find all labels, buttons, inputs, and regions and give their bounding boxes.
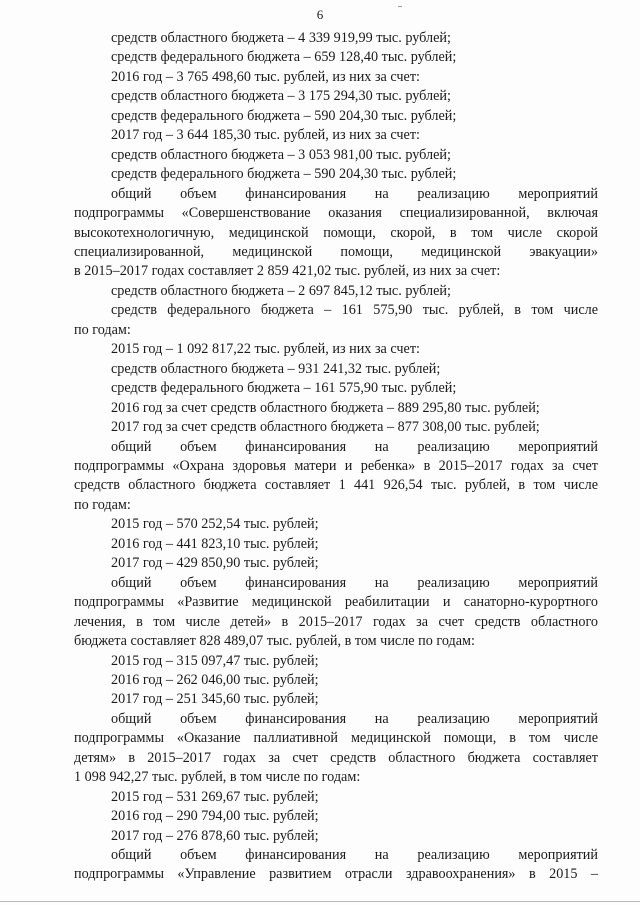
- text-line: по годам:: [74, 496, 131, 513]
- paragraph: [74, 340, 598, 359]
- text-line: 2017 год – 276 878,60 тыс. рублей;: [111, 827, 319, 844]
- paragraph: [74, 68, 598, 87]
- text-line: средств федерального бюджета – 590 204,30 тыс. рублей;: [111, 166, 457, 183]
- text-line: средств федерального бюджета – 659 128,40 тыс. рублей;: [111, 49, 457, 66]
- paragraph: [74, 282, 598, 301]
- paragraph: [74, 87, 598, 106]
- paragraph: [74, 360, 598, 379]
- paragraph: [74, 379, 598, 398]
- text-line: средств федерального бюджета – 161 575,90 тыс. рублей;: [111, 380, 457, 397]
- text-line: 2017 год – 251 345,60 тыс. рублей;: [111, 691, 319, 708]
- paragraph: [74, 146, 598, 165]
- paragraph: [74, 846, 598, 885]
- text-line: 2016 год – 262 046,00 тыс. рублей;: [111, 671, 319, 688]
- text-line: высокотехнологичную, медицинской помощи, скорой, в том числе скорой: [74, 224, 598, 241]
- text-line: подпрограммы «Управление развитием отрасли здравоохранения» в 2015 –: [74, 866, 598, 883]
- text-line: средств областного бюджета – 931 241,32 тыс. рублей;: [111, 360, 441, 377]
- text-line: 1 098 942,27 тыс. рублей, в том числе по годам:: [74, 769, 361, 786]
- text-line: общий объем финансирования на реализацию мероприятий: [111, 438, 598, 455]
- paragraph: [74, 827, 598, 846]
- paragraph: [74, 438, 598, 516]
- paragraph: [74, 652, 598, 671]
- text-line: специализированной, медицинской помощи, медицинской эвакуации»: [74, 243, 598, 260]
- text-line: 2017 год за счет средств областного бюджета – 877 308,00 тыс. рублей;: [111, 419, 540, 436]
- paragraph: [74, 671, 598, 690]
- text-line: средств федерального бюджета – 161 575,90 тыс. рублей, в том числе: [111, 302, 598, 319]
- paragraph: [74, 399, 598, 418]
- paragraph: [74, 107, 598, 126]
- paragraph: [74, 48, 598, 67]
- text-line: 2015 год – 570 252,54 тыс. рублей;: [111, 516, 319, 533]
- text-line: подпрограммы «Оказание паллиативной медицинской помощи, в том числе: [74, 730, 598, 747]
- document-body: [74, 29, 598, 885]
- page-bottom-edge: [0, 901, 640, 902]
- text-line: общий объем финансирования на реализацию мероприятий: [111, 710, 598, 727]
- text-line: 2017 год – 429 850,90 тыс. рублей;: [111, 555, 319, 572]
- text-line: 2017 год – 3 644 185,30 тыс. рублей, из них за счет:: [111, 127, 420, 144]
- text-line: детям» в 2015–2017 годах за счет средств областного бюджета составляет: [74, 749, 598, 766]
- text-line: средств областного бюджета составляет 1 441 926,54 тыс. рублей, в том числе: [74, 477, 598, 494]
- paragraph: [74, 515, 598, 534]
- text-line: средств областного бюджета – 3 053 981,00 тыс. рублей;: [111, 146, 451, 163]
- paragraph: [74, 574, 598, 652]
- paragraph: [74, 301, 598, 340]
- paragraph: [74, 788, 598, 807]
- text-line: лечения, в том числе детей» в 2015–2017 годах за счет средств областного: [74, 613, 598, 630]
- text-line: средств областного бюджета – 3 175 294,30 тыс. рублей;: [111, 88, 451, 105]
- paragraph: [74, 29, 598, 48]
- paragraph: [74, 554, 598, 573]
- page-number: 6: [316, 7, 324, 22]
- paragraph: [74, 710, 598, 788]
- text-line: 2016 год – 3 765 498,60 тыс. рублей, из них за счет:: [111, 68, 420, 85]
- text-line: 2015 год – 531 269,67 тыс. рублей;: [111, 788, 319, 805]
- text-line: в 2015–2017 годах составляет 2 859 421,02 тыс. рублей, из них за счет:: [74, 263, 501, 280]
- text-line: средств областного бюджета – 4 339 919,99 тыс. рублей;: [111, 30, 451, 46]
- paragraph: [74, 165, 598, 184]
- text-line: по годам:: [74, 321, 131, 338]
- text-line: 2016 год за счет средств областного бюджета – 889 295,80 тыс. рублей;: [111, 399, 540, 416]
- text-line: подпрограммы «Совершенствование оказания специализированной, включая: [74, 205, 598, 222]
- text-line: 2016 год – 290 794,00 тыс. рублей;: [111, 808, 319, 825]
- paragraph: [74, 535, 598, 554]
- paragraph: [74, 807, 598, 826]
- text-line: общий объем финансирования на реализацию мероприятий: [111, 574, 598, 591]
- text-line: 2015 год – 1 092 817,22 тыс. рублей, из них за счет:: [111, 341, 420, 358]
- paragraph: [74, 185, 598, 282]
- text-line: общий объем финансирования на реализацию мероприятий: [111, 185, 598, 202]
- text-line: средств федерального бюджета – 590 204,30 тыс. рублей;: [111, 107, 457, 124]
- paragraph: [74, 418, 598, 437]
- text-line: бюджета составляет 828 489,07 тыс. рублей, в том числе по годам:: [74, 633, 475, 650]
- paragraph: [74, 690, 598, 709]
- text-line: общий объем финансирования на реализацию мероприятий: [111, 847, 598, 864]
- text-line: 2015 год – 315 097,47 тыс. рублей;: [111, 652, 319, 669]
- paragraph: [74, 126, 598, 145]
- text-line: 2016 год – 441 823,10 тыс. рублей;: [111, 535, 319, 552]
- text-line: подпрограммы «Развитие медицинской реабилитации и санаторно-курортного: [74, 594, 598, 611]
- text-line: средств областного бюджета – 2 697 845,12 тыс. рублей;: [111, 282, 451, 299]
- text-line: подпрограммы «Охрана здоровья матери и ребенка» в 2015–2017 годах за счет: [74, 457, 598, 474]
